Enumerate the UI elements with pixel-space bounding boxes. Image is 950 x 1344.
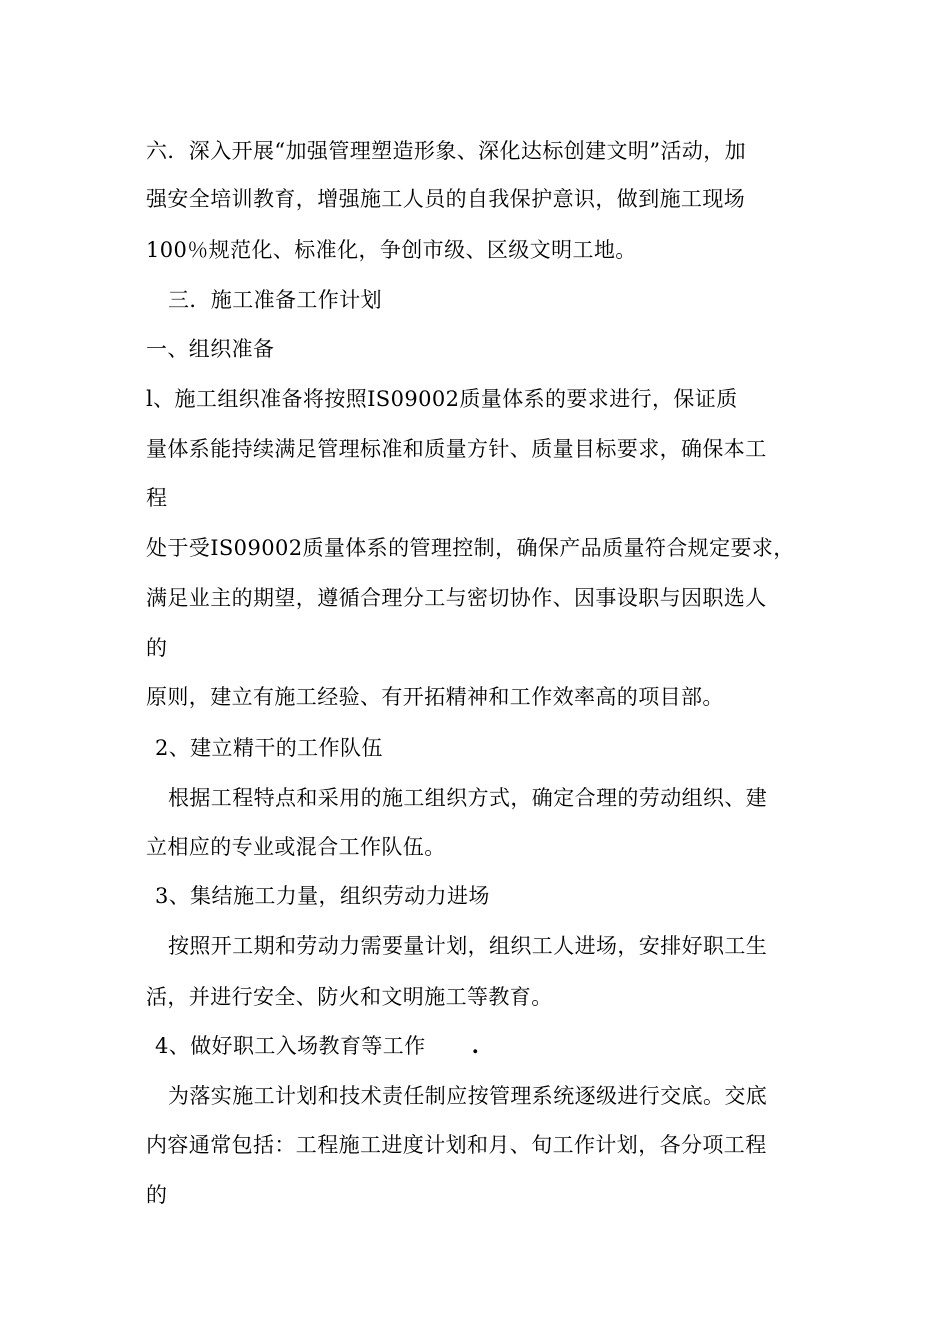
paragraph-line: 内容通常包括：工程施工进度计划和月、旬工作计划，各分项工程 — [146, 1133, 767, 1157]
subsection-heading — [155, 1031, 479, 1061]
trailing-dot: . — [471, 1033, 480, 1058]
paragraph-line: 按照开工期和劳动力需要量计划，组织工人进场，安排好职工生 — [168, 934, 768, 958]
paragraph-line: l、施工组织准备将按照IS09002质量体系的要求进行，保证质 — [146, 387, 738, 411]
section-heading: 三．施工准备工作计划 — [168, 288, 382, 312]
paragraph-line: 程 — [146, 486, 168, 510]
subsection-heading: 3、集结施工力量，组织劳动力进场 — [155, 884, 490, 908]
paragraph-line: 根据工程特点和采用的施工组织方式，确定合理的劳动组织、建 — [168, 786, 768, 810]
paragraph-line: 原则，建立有施工经验、有开拓精神和工作效率高的项目部。 — [146, 685, 724, 709]
paragraph-line: 量体系能持续满足管理标准和质量方针、质量目标要求，确保本工 — [146, 437, 767, 461]
paragraph-line: 为落实施工计划和技术责任制应按管理系统逐级进行交底。交底 — [168, 1084, 768, 1108]
subsection-heading-text: 4、做好职工入场教育等工作 — [155, 1034, 426, 1058]
paragraph-line: 的 — [146, 636, 168, 660]
paragraph-line: 立相应的专业或混合工作队伍。 — [146, 835, 446, 859]
paragraph-line: 100％规范化、标准化，争创市级、区级文明工地。 — [146, 238, 637, 262]
paragraph-line: 的 — [146, 1183, 168, 1207]
paragraph-line: 处于受IS09002质量体系的管理控制，确保产品质量符合规定要求， — [146, 536, 795, 560]
paragraph-line: 六．深入开展“加强管理塑造形象、深化达标创建文明”活动，加 — [146, 139, 747, 163]
paragraph-line: 活，并进行安全、防火和文明施工等教育。 — [146, 985, 553, 1009]
subsection-heading: 2、建立精干的工作队伍 — [155, 736, 383, 760]
paragraph-line: 强安全培训教育，增强施工人员的自我保护意识，做到施工现场 — [146, 187, 746, 211]
subsection-heading: 一、组织准备 — [146, 337, 275, 361]
paragraph-line: 满足业主的期望，遵循合理分工与密切协作、因事设职与因职选人 — [146, 586, 767, 610]
